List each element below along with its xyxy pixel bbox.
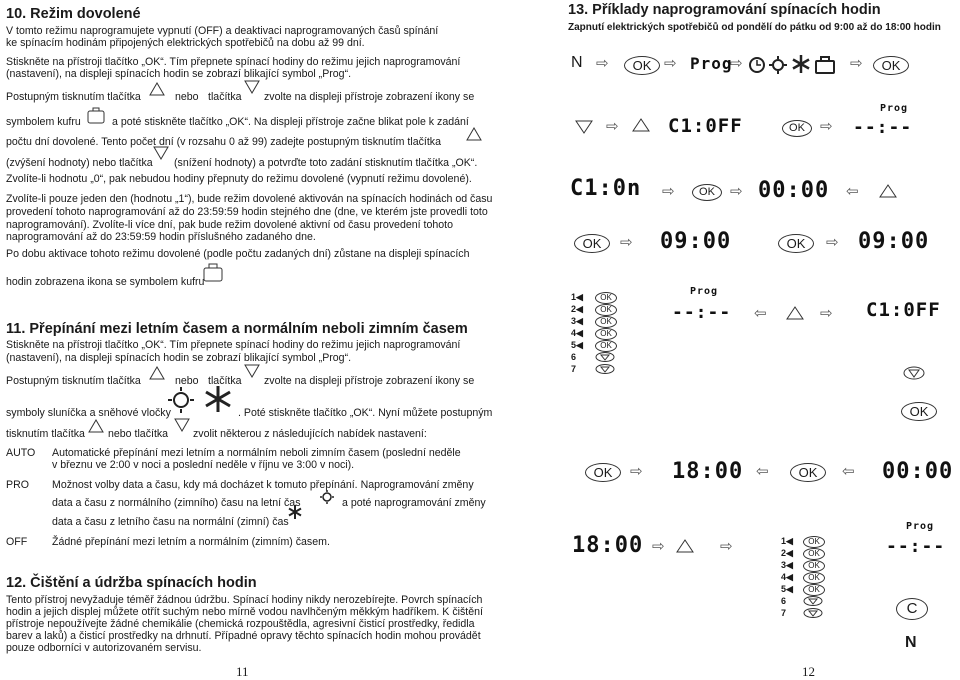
ok-button[interactable]: OK (692, 184, 722, 201)
triangle-down-icon (244, 364, 260, 378)
triangle-up-icon (149, 366, 165, 380)
triangle-up-icon (786, 306, 804, 320)
ok-button[interactable]: OK (595, 328, 617, 340)
triangle-down-icon (174, 418, 190, 432)
prog-display: Prog (906, 521, 935, 532)
s10-line: zvolte na displeji přístroje zobrazení ikony se (264, 91, 475, 103)
sun-icon (320, 490, 334, 504)
s10-line: Postupným tisknutím tlačítka (6, 91, 141, 103)
arrow-right-icon: ⇨ (820, 305, 833, 322)
s12-line: Tento přístroj nevyžaduje téměř žádnou údržbu. Spínací hodiny nikdy nerozebírejte. Povrch spínacích (6, 594, 483, 606)
auto-text: v březnu ve 2:00 v noci a poslední neděle v říjnu ve 3:00 v noci). (52, 459, 355, 471)
triangle-up-icon (879, 184, 897, 198)
s10-line: symbolem kufru (6, 116, 81, 128)
day-label: 6 (781, 596, 787, 606)
arrow-right-icon: ⇨ (620, 234, 633, 251)
section-13-title: 13. Příklady naprogramování spínacích hodin (568, 2, 881, 18)
s10-line: Po dobu aktivace tohoto režimu dovolené (podle počtu zadaných dní) zůstane na displeji spínacích (6, 248, 470, 260)
day-label: 2◀ (571, 304, 583, 314)
arrow-left-icon: ⇦ (842, 463, 855, 480)
page-number-left: 11 (236, 664, 249, 679)
triangle-up-icon (149, 82, 165, 96)
suitcase-icon (202, 262, 224, 282)
arrow-right-icon: ⇨ (850, 55, 863, 72)
ok-button[interactable]: OK (595, 316, 617, 328)
s10-line: tlačítka (208, 91, 242, 103)
c1off-display: C1:0FF (668, 115, 743, 137)
day-label: 5◀ (571, 340, 583, 350)
ok-button[interactable]: OK (803, 548, 825, 560)
zeros-display: 00:00 (882, 459, 954, 484)
arrow-right-icon: ⇨ (606, 118, 619, 135)
s11-line: nebo tlačítka (108, 428, 169, 440)
ok-button[interactable]: OK (585, 463, 621, 482)
page-number-right: 12 (802, 664, 815, 679)
s11-line: zvolte na displeji přístroje zobrazení ikony se (264, 375, 475, 387)
s10-line: nebo (175, 91, 199, 103)
s11-line: Stiskněte na přístroji tlačítko „OK“. Tím přepnete spínací hodiny do režimu jejich naprogramování (6, 339, 461, 351)
n-indicator: N (905, 634, 917, 651)
dashes-display: --:-- (886, 536, 946, 557)
arrow-right-icon: ⇨ (820, 118, 833, 135)
auto-text: Automatické přepínání mezi letním a normálním neboli zimním časem (poslední neděle (52, 447, 461, 459)
s10-line: hodin zobrazena ikona se symbolem kufru (6, 276, 205, 288)
section-13-subtitle: Zapnutí elektrických spotřebičů od pondělí do pátku od 9:00 až do 18:00 hodin (568, 22, 941, 33)
arrow-right-icon: ⇨ (630, 463, 643, 480)
ok-button[interactable]: OK (574, 234, 610, 253)
s11-line: zvolit některou z následujících nabídek nastavení: (193, 428, 427, 440)
time-1800-display: 18:00 (672, 459, 744, 484)
arrow-right-icon: ⇨ (730, 55, 743, 72)
s12-line: barev a laků) a čisticí prostředky na drhnutí. Případné opravy těchto spínacích hodin mohou provádět (6, 630, 481, 642)
arrow-left-icon: ⇦ (754, 305, 767, 322)
pro-label: PRO (6, 479, 29, 491)
ok-button[interactable]: OK (595, 304, 617, 316)
s11-line: Postupným tisknutím tlačítka (6, 375, 141, 387)
ok-button[interactable]: OK (803, 560, 825, 572)
off-label: OFF (6, 536, 28, 548)
day-label: 7 (571, 364, 577, 374)
time-1800-display: 18:00 (572, 533, 644, 558)
s10-line: (nastavení), na displeji spínacích hodin se zobrazí blikající symbol „Prog“. (6, 68, 352, 80)
triangle-down-icon (903, 366, 925, 380)
triangle-up-icon (466, 127, 482, 141)
s10-line: počtu dní dovolené. Tento počet dní (v rozsahu 0 až 99) zadejte postupným tisknutím tlačítka (6, 136, 441, 148)
ok-button[interactable]: OK (803, 584, 825, 596)
s10-line: V tomto režimu naprogramujete vypnutí (OFF) a deaktivaci naprogramovaných časů spínání (6, 25, 439, 37)
snowflake-icon (288, 505, 302, 519)
auto-label: AUTO (6, 447, 36, 459)
s10-line: provedení tohoto naprogramování až do 23:59:59 hodin stejného dne (dne, ve kterém jste provedli toto (6, 206, 488, 218)
day-label: 7 (781, 608, 787, 618)
day-label: 4◀ (571, 328, 583, 338)
triangle-up-icon (632, 118, 650, 132)
day-label: 2◀ (781, 548, 793, 558)
pro-text: a poté naprogramování změny (342, 497, 486, 509)
pro-text: Možnost volby data a času, kdy má docházet k tomuto přepínání. Naprogramování změny (52, 479, 474, 491)
n-indicator: N (571, 54, 583, 71)
c1off-display: C1:0FF (866, 299, 941, 321)
s11-line: tlačítka (208, 375, 242, 387)
time-0900-display: 09:00 (858, 229, 930, 254)
section-11-title: 11. Přepínání mezi letním časem a normálním neboli zimním časem (6, 321, 468, 337)
s10-line: ke spínacím hodinám připojených elektrických spotřebičů na dobu až 99 dní. (6, 37, 365, 49)
ok-button[interactable]: OK (778, 234, 814, 253)
arrow-right-icon: ⇨ (662, 183, 675, 200)
s12-line: přístroje nepoužívejte žádné chemikálie (chemická rozpouštědla, agresivní čisticí prostředky, ředidla (6, 618, 475, 630)
day-label: 3◀ (781, 560, 793, 570)
day-label: 6 (571, 352, 577, 362)
suitcase-icon (86, 106, 106, 124)
ok-button[interactable]: OK (873, 56, 909, 75)
pro-text: data a času z normálního (zimního) času na letní čas (52, 497, 301, 509)
triangle-down-icon (575, 120, 593, 134)
s11-line: symboly sluníčka a sněhové vločky (6, 407, 171, 419)
snowflake-icon (792, 55, 810, 73)
c-button[interactable]: C (896, 598, 928, 620)
suitcase-icon (815, 56, 835, 74)
day-label: 1◀ (571, 292, 583, 302)
arrow-right-icon: ⇨ (720, 538, 733, 555)
off-text: Žádné přepínání mezi letním a normálním (zimním) časem. (52, 536, 330, 548)
arrow-right-icon: ⇨ (596, 55, 609, 72)
s12-line: hodin a jejich displej můžete otřít suchým nebo mírně vodou navlhčeným měkkým hadříkem. K čištění (6, 606, 483, 618)
day-label: 4◀ (781, 572, 793, 582)
ok-button[interactable]: OK (803, 536, 825, 548)
arrow-right-icon: ⇨ (730, 183, 743, 200)
ok-button[interactable]: OK (790, 463, 826, 482)
s10-line: Zvolíte-li pouze jeden den (hodnotu „1“), bude režim dovolené aktivován na spínacích hodinách od času (6, 193, 493, 205)
triangle-down-icon (244, 80, 260, 94)
s12-line: pouze odborníci v autorizovaném servisu. (6, 642, 202, 654)
s10-line: naprogramování až do 23:59:59 hodin příslušného zadaného dne. (6, 231, 316, 243)
time-0900-display: 09:00 (660, 229, 732, 254)
section-12-title: 12. Čištění a údržba spínacích hodin (6, 575, 257, 591)
triangle-down-icon (153, 146, 169, 160)
triangle-down-icon (595, 364, 615, 374)
ok-button[interactable]: OK (901, 402, 937, 421)
dashes-display: --:-- (853, 117, 913, 138)
snowflake-icon (204, 385, 232, 413)
arrow-right-icon: ⇨ (652, 538, 665, 555)
triangle-down-icon (803, 608, 823, 618)
triangle-down-icon (803, 596, 823, 606)
s10-line: Stiskněte na přístroji tlačítko „OK“. Tím přepnete spínací hodiny do režimu jejich naprogramování (6, 56, 461, 68)
day-label: 5◀ (781, 584, 793, 594)
s10-line: naprogramování). Zvolíte-li více dní, pak bude režim dovolené aktivní od času provedení tohoto (6, 219, 453, 231)
s11-line: tisknutím tlačítka (6, 428, 85, 440)
triangle-up-icon (88, 419, 104, 433)
prog-display: Prog (880, 103, 909, 114)
zeros-display: 00:00 (758, 178, 830, 203)
ok-button[interactable]: OK (595, 292, 617, 304)
triangle-down-icon (595, 352, 615, 362)
ok-button[interactable]: OK (624, 56, 660, 75)
s10-line: (zvýšení hodnoty) nebo tlačítka (6, 157, 153, 169)
arrow-right-icon: ⇨ (826, 234, 839, 251)
triangle-up-icon (676, 539, 694, 553)
section-10-title: 10. Režim dovolené (6, 6, 141, 22)
ok-button[interactable]: OK (595, 340, 617, 352)
ok-button[interactable]: OK (803, 572, 825, 584)
s10-line: Zvolíte-li hodnotu „0“, pak nebudou hodiny přepnuty do režimu dovolené (vypnutí režimu dovolené). (6, 173, 472, 185)
s11-line: . Poté stiskněte tlačítko „OK“. Nyní můžete postupným (238, 407, 493, 419)
sun-icon (769, 56, 787, 74)
arrow-left-icon: ⇦ (846, 183, 859, 200)
clock-icon (748, 56, 766, 74)
ok-button[interactable]: OK (782, 120, 812, 137)
prog-display: Prog (690, 54, 733, 73)
arrow-right-icon: ⇨ (664, 55, 677, 72)
day-label: 3◀ (571, 316, 583, 326)
pro-text: data a času z letního času na normální (zimní) čas (52, 516, 289, 528)
sun-icon (168, 387, 194, 413)
dashes-display: --:-- (672, 302, 732, 323)
s11-line: (nastavení), na displeji spínacích hodin se zobrazí blikající symbol „Prog“. (6, 352, 352, 364)
day-label: 1◀ (781, 536, 793, 546)
s10-line: a poté stiskněte tlačítko „OK“. Na displeji přístroje začne blikat pole k zadání (112, 116, 469, 128)
c1on-display: C1:0n (570, 176, 642, 201)
prog-display: Prog (690, 286, 719, 297)
arrow-left-icon: ⇦ (756, 463, 769, 480)
s10-line: (snížení hodnoty) a potvrďte toto zadání stisknutím tlačítka „OK“. (174, 157, 478, 169)
s11-line: nebo (175, 375, 199, 387)
